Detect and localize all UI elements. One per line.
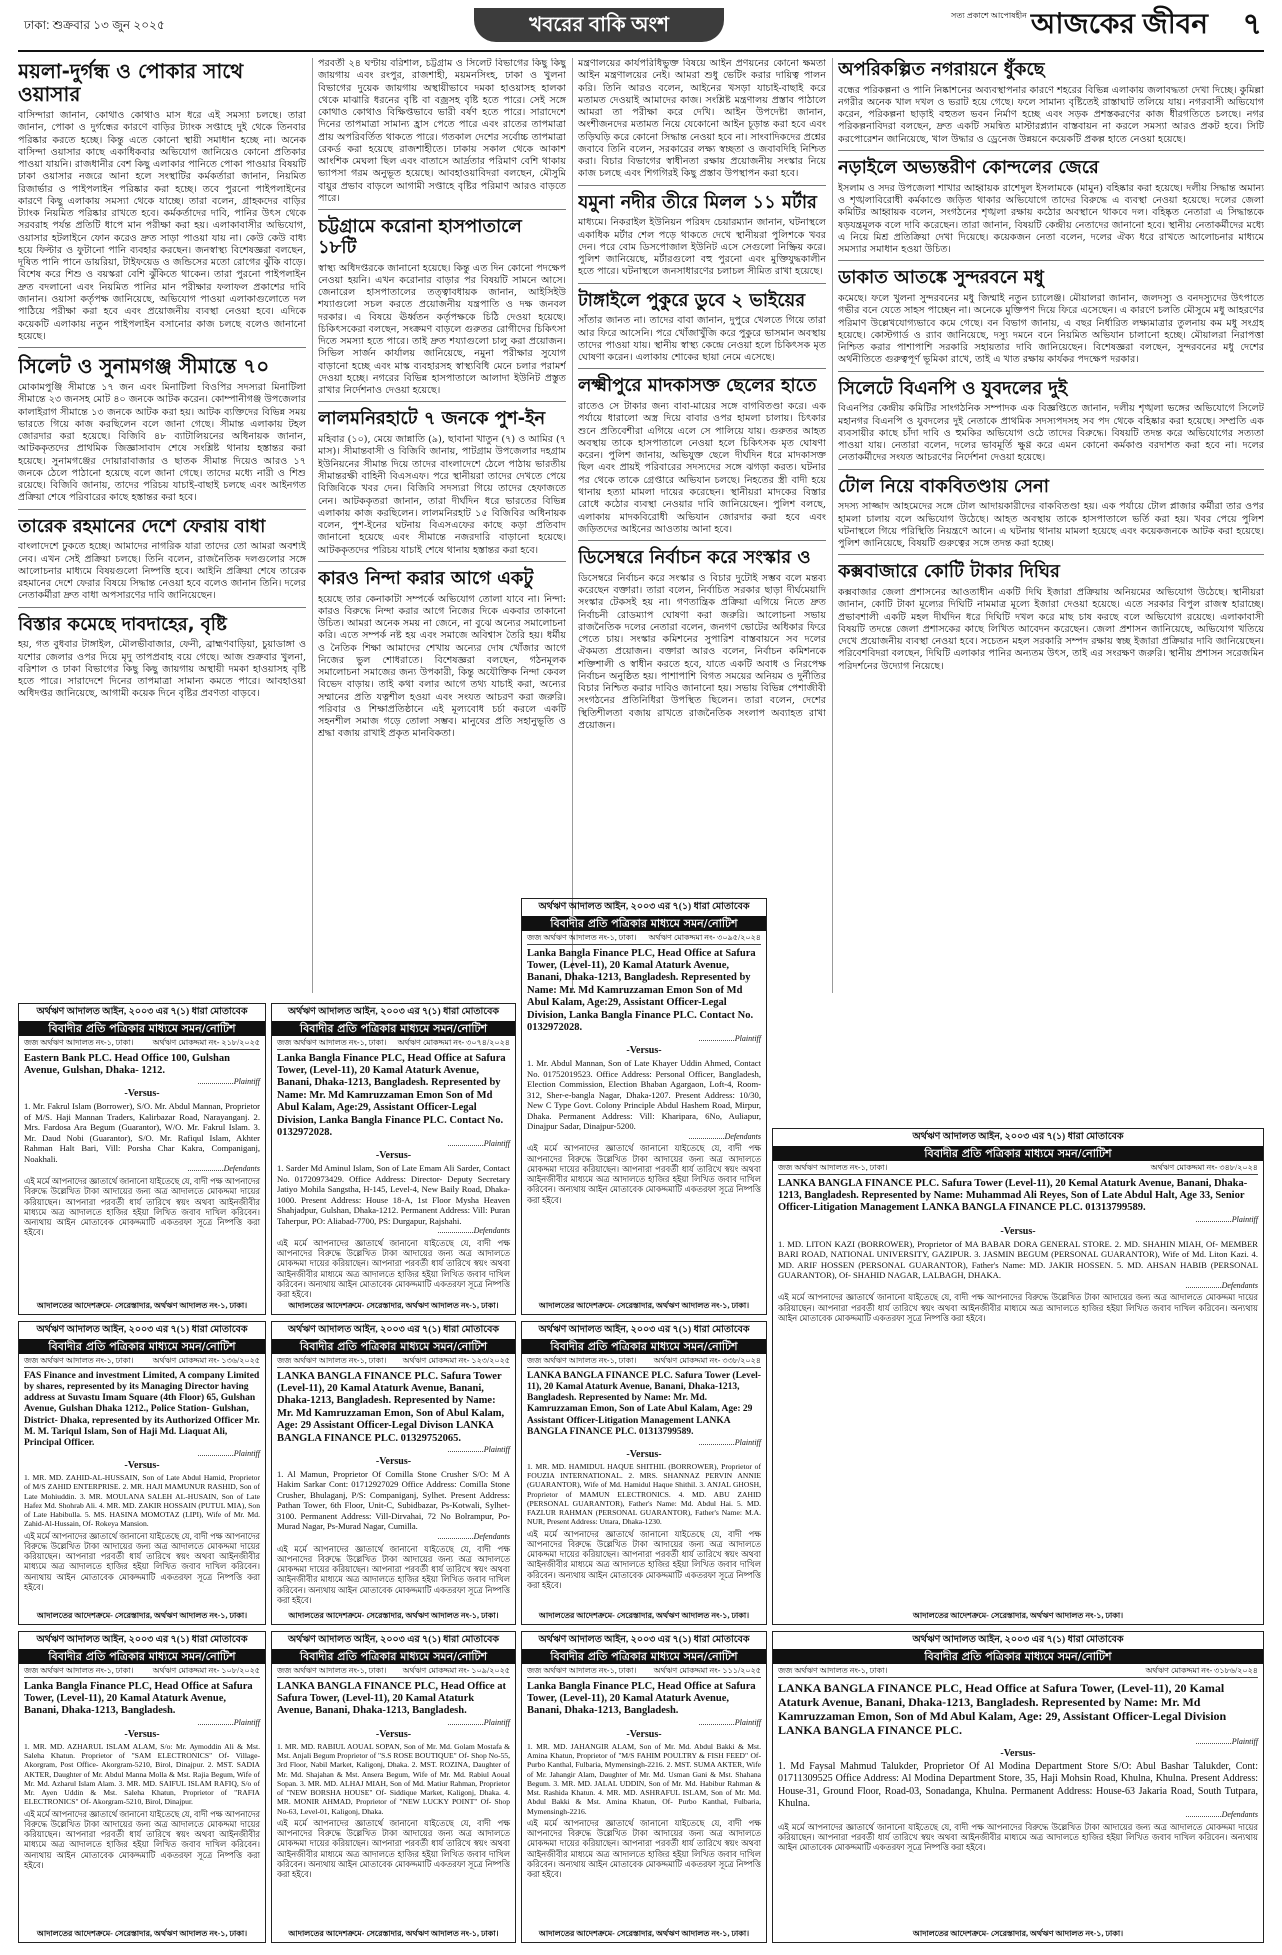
case-number: অর্থঋণ মোকদ্দমা নং- ৩৪৮/২০২৪ (1150, 1162, 1258, 1172)
plaintiff-name: Eastern Bank PLC. Head Office 100, Gulshan Avenue, Gulshan, Dhaka- 1212. (24, 1052, 230, 1077)
plaintiff-name: LANKA BANGLA FINANCE PLC, Head Office at Safura Tower, (Level-11), 20 Kamal Ataturk Avenue, Banani, Dhaka-1213, Bangladesh. (277, 1680, 506, 1717)
defendants-list: 1. MR. MD. JAHANGIR ALAM, Son of Mr. Md. Abdul Bakki & Mst. Amina Khatun, Proprietor of "M/S FAHIM POULTRY & FISH FEED" Of- Purbo Kanthal, Fulbaria, Mymensingh-2216. 2. MST. SUMA AKTER, Wife of Mr. Jahangir Alam, Daughter of Mr. Md. Usman Gani & Mst. Shahana Begum. 3. MR. MD. JALAL UDDIN, Son of Mr. Md. Habibur Rahman & Mst. Rashida Khatun. 4. MR. MD. ASHRAFUL ISLAM, Son of Mr. Md. Abdul Bakki & Mst. Amina Khatun, Of- Purbo Kanthal, Fulbaria, Mymensingh-2216. (527, 1741, 761, 1816)
news-story (18, 60, 306, 348)
news-story (318, 409, 566, 561)
legal-notice-ad (772, 1631, 1264, 1943)
news-story (318, 569, 566, 741)
plaintiff-name: Lanka Bangla Finance PLC, Head Office at Safura Tower, (Level-11), 20 Kamal Ataturk Avenue, Banani, Dhaka-1213, Bangladesh. (24, 1680, 253, 1717)
story-divider (838, 469, 1264, 470)
story-headline: নড়াইলে অভ্যন্তরীণ কোন্দলের জেরে (838, 157, 1099, 179)
column-divider (312, 58, 313, 993)
legal-notice-ad (271, 1003, 516, 1315)
defendant-label: ..................Defendants (688, 1131, 761, 1141)
legal-notices (18, 902, 1264, 1945)
plaintiff-label: ..................Plaintiff (447, 1717, 510, 1727)
story-body: কক্সবাজার জেলা প্রশাসনের আওতাধীন একটি দিঘি ইজারা প্রক্রিয়ায় অনিয়মের অভিযোগ উঠেছে। স্থানীয়রা জানান, কোটি টাকা মূল্যের দিঘিটি নামমাত্র মূল্যে ইজারা দেওয়া হয়েছে। এতে সরকার বিপুল রাজস্ব হারাচ্ছে। প্রভাবশালী একটি মহল দীর্ঘদিন ধরে দিঘিটি দখল করে মাছ চাষ করছে বলে অভিযোগ রয়েছে। এলাকাবাসী বিষয়টি তদন্তে জেলা প্রশাসকের কাছে লিখিত আবেদন করেছেন। জেলা প্রশাসন জানিয়েছে, অভিযোগ খতিয়ে দেখে প্রয়োজনীয় ব্যবস্থা নেওয়া হবে। সচেতন মহল সরকারি সম্পদ রক্ষায় স্বচ্ছ ইজারা প্রক্রিয়ার দাবি জানিয়েছেন। পরিবেশবিদরা বলছেন, দিঘিটি এলাকার পানির অন্যতম উৎস, তাই এর সংরক্ষণ জরুরি। স্থানীয় প্রশাসন সরেজমিন পরিদর্শনের উদ্যোগ নিয়েছে। (838, 587, 1264, 672)
story-body: বাংলাদেশে ঢুকতে হচ্ছে। আমাদের নাগরিক যারা তাদের তো আমরা অবশ্যই নেব। এখন সেই প্রক্রিয়া চলছে। তিনি বলেন, রাজনৈতিক দলগুলোর সঙ্গে আলোচনার মাধ্যমে বিষয়গুলো নিষ্পত্তি হবে। আইনি প্রক্রিয়া শেষে তারেক রহমানের দেশে ফেরার বিষয়ে সিদ্ধান্ত নেওয়া হবে বলেও জানান তিনি। দলের নেতাকর্মীরা দ্রুত বাধা অপসারণের দাবি জানিয়েছেন। (18, 541, 306, 602)
notice-title: বিবাদীর প্রতি পত্রিকার মাধ্যমে সমন/নোটিশ (272, 1021, 515, 1036)
case-line (527, 933, 761, 945)
story-headline: টাঙ্গাইলে পুকুরে ডুবে ২ ভাইয়ের (578, 289, 806, 311)
case-number: অর্থঋণ মোকদ্দমা নং- ১১১/২০২৫ (653, 1665, 761, 1675)
story-divider (578, 283, 826, 284)
notice-title: বিবাদীর প্রতি পত্রিকার মাধ্যমে সমন/নোটিশ (19, 1021, 265, 1036)
news-story (578, 291, 826, 370)
notice-title: বিবাদীর প্রতি পত্রিকার মাধ্যমে সমন/নোটিশ (522, 1649, 766, 1664)
case-line (277, 1666, 510, 1678)
news-story (578, 548, 826, 732)
defendant-label: ..................Defendants (1185, 1280, 1258, 1290)
news-story (578, 193, 826, 284)
plaintiff-name: LANKA BANGLA FINANCE PLC. Safura Tower (Level-11), 20 Kamal Ataturk Avenue, Banani, Dhaka-1213, Bangladesh. Represented by Name: Mr. Md. Kamruzzaman Emon, Son of Late Abul Kalam, Age: 29 Assistant Officer-Litigation Management LANKA BANGLA FINANCE PLC. 01313799589. (527, 1370, 761, 1437)
defendants-list: 1. Al Mamun, Proprietor Of Comilla Stone Crusher S/O: M A Hakim Sarkar Cont: 01712927029 Office Address: Comilla Stone Crusher, Bhulaganj, P/S: Companiganj, Sylhet. Present Address: Pathan Tower, 6th Floor, Unit-C, Subidbazar, Ps-Kotwali, Sylhet-3100. Permanent Address: Vill-Dirvahai, 72 No Bolrampur, Po-Murad Nagar, Ps-Murad Nagar, Cumilla. (277, 1468, 510, 1532)
case-line (24, 1038, 260, 1050)
case-number: অর্থঋণ মোকদ্দমা নং- ১৩৬/২০২৫ (152, 1355, 260, 1365)
news-story (838, 562, 1264, 673)
story-headline: কারও নিন্দা করার আগে একটু (318, 567, 534, 589)
story-headline: সিলেট ও সুনামগঞ্জ সীমান্তে ৭০ (18, 354, 270, 379)
notice-law: অর্থঋণ আদালত আইন, ২০০৩ এর ৭(১) ধারা মোতাবেক (36, 1635, 248, 1645)
notice-signature: আদালতের আদেশক্রমে- সেরেস্তাদার, অর্থঋণ আদালত নং-১, ঢাকা। (288, 1611, 499, 1621)
story-body: রাতেও সে টাকার জন্য বাবা-মায়ের সঙ্গে বাগবিতণ্ডা করে। এক পর্যায়ে ধারালো অস্ত্র দিয়ে বাবার ওপর হামলা চালায়। চিৎকার শুনে প্রতিবেশীরা এগিয়ে এলে সে পালিয়ে যায়। গুরুতর আহত অবস্থায় তাকে হাসপাতালে নেওয়া হলে চিকিৎসক মৃত ঘোষণা করেন। পুলিশ জানায়, অভিযুক্ত ছেলে দীর্ঘদিন ধরে মাদকাসক্ত ছিল এবং প্রায়ই পরিবারের সদস্যদের সঙ্গে ঝগড়া করত। ঘটনার পর থেকে তাকে গ্রেপ্তারে অভিযান চলছে। নিহতের স্ত্রী বাদী হয়ে থানায় হত্যা মামলা দায়ের করেছেন। স্থানীয়রা মাদকের বিস্তার রোধে কঠোর ব্যবস্থা নেওয়ার দাবি জানিয়েছেন। পুলিশ বলছে, এলাকায় মাদকবিরোধী অভিযান জোরদার করা হবে এবং জড়িতদের আইনের আওতায় আনা হবে। (578, 401, 826, 535)
notice-law: অর্থঋণ আদালত আইন, ২০০৩ এর ৭(১) ধারা মোতাবেক (912, 1635, 1124, 1645)
story-divider (318, 561, 566, 562)
case-number: অর্থঋণ মোকদ্দমা নং- ৩০৭৪/২০২৪ (397, 1037, 510, 1047)
notice-law: অর্থঋণ আদালত আইন, ২০০৩ এর ৭(১) ধারা মোতাবেক (538, 1635, 750, 1645)
notice-body: এই মর্মে আপনাদের জ্ঞাতার্থে জানানো যাইতেছে যে, বাদী পক্ষ আপনাদের বিরুদ্ধে উল্লেখিত টাকা আদায়ের জন্য অত্র আদালতে মোকদ্দমা দায়ের করিয়াছেন। আপনারা পরবর্তী ধার্য তারিখে স্বয়ং অথবা আইনজীবীর মাধ্যমে অত্র আদালতে হাজির হইয়া লিখিত জবাব দাখিল করিবেন। অন্যথায় আইন মোতাবেক মোকদ্দমাটি একতরফা সূত্রে নিষ্পত্তি করা হইবে। (24, 1809, 260, 1870)
news-story (578, 58, 826, 186)
story-divider (838, 554, 1264, 555)
defendants-list: 1. MR. MD. AZHARUL ISLAM ALAM, S/o: Mr. Aymoddin Ali & Mst. Saleha Khatun. Proprietor of "SAM ELECTRONICS" Of- Village- Akorgram, Post Office- Akorgram-5210, Birol, Dinajpur. 2. MST. SADIA AKTER, Daughter of Mr. Abdul Manna Molla & Mst. Rajia Begum, Wife of Mr. Md. Azharul Islam Alam. 3. MR. MD. SAIFUL ISLAM RAFIQ, S/o of Mr. Ayen Uddin & Mst. Saleha Khatun, Proprietor of "RAFIA ELECTRONICS" Of- Akorgram-5210, Birol, Dinajpur. (24, 1741, 260, 1807)
story-divider (18, 509, 306, 510)
notice-law: অর্থঋণ আদালত আইন, ২০০৩ এর ৭(১) ধারা মোতাবেক (912, 1132, 1124, 1142)
issue-date: ঢাকা: শুক্রবার ১৩ জুন ২০২৫ (24, 18, 165, 32)
defendants-list: 1. MR. MD. RABIUL AOUAL SOPAN, Son of Mr. Md. Golam Mostafa & Mst. Anjali Begum Proprietor of "S.S ROSE BOUTIQUE" Of- Shop No-55, 3rd Floor, Nabil Market, Kaligonj, Dhaka. 2. MST. ROZINA, Daughter of Mr. Md. Shajahan & Mst. Ansera Begum, Wife of Mr. Md. Rabiul Aoual Sopan. 3. MR. MD. ALHAJ MIAH, Son of Md. Matiur Rahman, Proprietor of "NEW BORSHA HOUSE" Of- Siddique Market, Kaligonj, Dhaka. 4. MR. MONIR AHMAD, Proprietor of "NEW LUCKY POINT" Of- Shop No-63, Level-01, Kaligonj, Dhaka. (277, 1741, 510, 1816)
notice-signature: আদালতের আদেশক্রমে- সেরেস্তাদার, অর্থঋণ আদালত নং-১, ঢাকা। (912, 1929, 1124, 1939)
story-divider (318, 401, 566, 402)
story-body: মহিবার (১০), মেয়ে জান্নাতি (৯), ছাবানা খাতুন (৭) ও আমির (৭ মাস)। সীমান্তবাসী ও বিজিবি জানায়, পাটগ্রাম উপজেলার দহগ্রাম ইউনিয়নের সীমান্ত দিয়ে তাদের বাংলাদেশে ঠেলে পাঠায় ভারতীয় সীমান্তরক্ষী বাহিনী বিএসএফ। পরে স্থানীয়রা তাদের দেখতে পেয়ে বিজিবিকে খবর দেন। বিজিবি সদস্যরা গিয়ে তাদের হেফাজতে নেন। আটককৃতরা জানান, তারা দীর্ঘদিন ধরে ভারতের বিভিন্ন এলাকায় কাজ করছিলেন। লালমনিরহাট ১৫ বিজিবির অধিনায়ক বলেন, পুশ-ইনের ঘটনায় বিএসএফের কাছে কড়া প্রতিবাদ জানানো হয়েছে এবং সীমান্তে নজরদারি বাড়ানো হয়েছে। আটককৃতদের পরিচয় যাচাই শেষে থানায় হস্তান্তর করা হবে। (318, 434, 566, 556)
defendants-list: 1. MD. LITON KAZI (BORROWER), Proprietor of MA BABAR DORA GENERAL STORE. 2. MD. SHAHIN MIAH, Of- MEMBER BARI ROAD, NATIONAL UNIVERSITY, GAZIPUR. 3. JASMIN BEGUM (PERSONAL GUARANTOR), Wife of Md. Liton Kazi. 4. MD. ARIF HOSSEN (PERSONAL GUARANTOR), Father's Name: MD. JAKIR HOSSEN. 5. MD. AHSAN HABIB (PERSONAL GUARANTOR), Of- SHAHID NAGAR, LALBAGH, DHAKA. (778, 1238, 1258, 1281)
notice-law: অর্থঋণ আদালত আইন, ২০০৩ এর ৭(১) ধারা মোতাবেক (538, 902, 750, 912)
plaintiff-name: Lanka Bangla Finance PLC, Head Office at Safura Tower, (Level-11), 20 Kamal Ataturk Avenue, Banani, Dhaka-1213, Bangladesh. (527, 1680, 756, 1717)
notice-law: অর্থঋণ আদালত আইন, ২০০৩ এর ৭(১) ধারা মোতাবেক (36, 1007, 248, 1017)
notice-body: এই মর্মে আপনাদের জ্ঞাতার্থে জানানো যাইতেছে যে, বাদী পক্ষ আপনাদের বিরুদ্ধে উল্লেখিত টাকা আদায়ের জন্য অত্র আদালতে মোকদ্দমা দায়ের করিয়াছেন। আপনারা পরবর্তী ধার্য তারিখে স্বয়ং অথবা আইনজীবীর মাধ্যমে অত্র আদালতে হাজির হইয়া লিখিত জবাব দাখিল করিবেন। অন্যথায় আইন মোতাবেক মোকদ্দমাটি একতরফা সূত্রে নিষ্পত্তি করা হইবে। (24, 1531, 260, 1592)
court-name: জজ অর্থঋণ আদালত নং-১, ঢাকা। (527, 1355, 637, 1365)
story-body: ইসলাম ও সদর উপজেলা শাখার আহ্বায়ক রাশেদুল ইসলামকে (মামুন) বহিষ্কার করা হয়েছে। দলীয় সিদ্ধান্ত অমান্য ও শৃঙ্খলাবিরোধী কর্মকাণ্ডে জড়িত থাকার অভিযোগে তাদের বিরুদ্ধে এ ব্যবস্থা নেওয়া হয়েছে। দলের জেলা কমিটির আহ্বায়ক বলেন, সংগঠনের শৃঙ্খলা রক্ষায় কঠোর অবস্থানে থাকবে দল। বহিষ্কৃত নেতারা এ সিদ্ধান্তকে ষড়যন্ত্রমূলক বলে দাবি করেছেন। তারা জানান, বিষয়টি কেন্দ্রীয় নেতাদের জানানো হবে। স্থানীয় নেতাকর্মীদের মধ্যে এ নিয়ে মিশ্র প্রতিক্রিয়া দেখা দিয়েছে। কয়েকজন নেতা বলেন, দলের ঐক্য ধরে রাখতে আলোচনার মাধ্যমে সমস্যার সমাধান হওয়া উচিত। (838, 182, 1264, 256)
page-header (18, 8, 1264, 52)
news-column-3 (578, 58, 826, 993)
plaintiff-label: ..................Plaintiff (197, 1717, 260, 1727)
plaintiff-name: FAS Finance and investment Limited, A company Limited by shares, represented by its Managing Director having address at Suvastu Imam Square (4th Floor) 65, Gulshan Avenue, Gulshan Dhaka 1212., Police Station- Gulshan, District- Dhaka, represented by its Authorized Officer Mr. M. M. Tariqul Islam, Son of Haji Md. Liaquat Ali, Principal Officer. (24, 1370, 260, 1448)
plaintiff-name: Lanka Bangla Finance PLC, Head Office at Safura Tower, (Level-11), 20 Kamal Ataturk Avenue, Banani, Dhaka-1213, Bangladesh. Represented by Name: Mr. Md Kamruzzaman Emon Son of Md Abul Kalam, Age:29, Assistant Officer-Legal Division, Lanka Bangla Finance PLC. Contact No. 0132972028. (527, 947, 756, 1033)
story-body: বাসিন্দারা জানান, কোথাও কোথাও মাস ধরে এই সমস্যা চলছে। তারা জানান, পোকা ও দুর্গন্ধের কারণে বাড়ির ট্যাংক সপ্তাহে দুই থেকে তিনবার পরিষ্কার করতে হচ্ছে। কিন্তু এতে কোনো স্থায়ী সমাধান হচ্ছে না। অনেক বাসিন্দা ওয়াসার কাছে একাধিকবার অভিযোগ জানিয়েও কোনো প্রতিকার পাওয়া যায়নি। রাজধানীর বেশ কিছু এলাকার পানিতে পোকা পাওয়ার বিষয়টি ঢাকা ওয়াসার নজরে আনা হলে সংস্থাটির কর্মকর্তারা জানান, নিয়মিত রিজার্ভার ও পাইপলাইন পরিষ্কার করা হচ্ছে। তবে পুরনো পাইপলাইনের কারণে কিছু এলাকায় সমস্যা থেকে যাচ্ছে। তারা বলেন, গ্রাহকদের বাড়ির ট্যাংক নিয়মিত পরিষ্কার রাখতে হবে। কর্মকর্তাদের দাবি, পানির উৎস থেকে সরবরাহ পর্যন্ত প্রতিটি ধাপে মান পরীক্ষা করা হয়। এলাকাবাসীর অভিযোগ, ওয়াসার হটলাইনে ফোন করেও দ্রুত সাড়া পাওয়া যায় না। কেউ কেউ বাধ্য হয়ে ফিল্টার ও ফুটানো পানি ব্যবহার করছেন। জনস্বাস্থ্য বিশেষজ্ঞরা বলছেন, দূষিত পানি পানে ডায়রিয়া, টাইফয়েড ও জন্ডিসের মতো রোগের ঝুঁকি বাড়ে। বিশেষ করে শিশু ও বয়স্করা বেশি ঝুঁকিতে থাকেন। তারা পুরনো পাইপলাইন দ্রুত বদলানো এবং নিয়মিত পানির মান পরীক্ষার ফলাফল প্রকাশের দাবি জানান। ওয়াসা কর্তৃপক্ষ জানিয়েছে, অভিযোগ পাওয়া এলাকাগুলোতে দল পাঠিয়ে পরীক্ষা করা হবে এবং প্রয়োজনীয় ব্যবস্থা নেওয়া হবে। এদিকে কয়েকটি এলাকায় নতুন পাইপলাইন বসানোর কাজ চলছে বলেও জানানো হয়েছে। (18, 110, 306, 342)
defendants-list: 1. MR. MD. HAMIDUL HAQUE SHITHIL (BORROWER), Proprietor of FOUZIA INTERNATIONAL. 2. MRS. SHANNAZ PERVIN ANNIE (GUARANTOR), Wife of Md. Hamidul Haque Shithil. 3. ANJAL GHOSH, Proprietor of MAMUN ELECTRONICS. 4. MD. ABU ZAHID (PERSONAL GUARANTOR), Father's Name: Md. Abdul Hai. 5. MD. FAZLUR RAHMAN (PERSONAL GUARANTOR), Father's Name: M.A. NUR, Present Address: Uttara, Dhaka-1230. (527, 1461, 761, 1527)
court-name: জজ অর্থঋণ আদালত নং-১, ঢাকা। (24, 1665, 134, 1675)
logo-text: আজকের জীবন (1030, 8, 1208, 39)
column-divider (572, 58, 573, 993)
news-column-4 (838, 58, 1264, 993)
story-headline: কক্সবাজারে কোটি টাকার দিঘির (838, 561, 1060, 583)
news-story (18, 615, 306, 701)
story-body: স্বাস্থ্য অধিদপ্তরকে জানানো হয়েছে। কিন্তু এত দিন কোনো পদক্ষেপ নেওয়া হয়নি। এখন করোনার বাড়ার পর বিষয়টি সামনে আসে। জেনারেল হাসপাতালের তত্ত্বাবধায়ক জানান, আইসিইউ শয্যাগুলো সচল করতে প্রয়োজনীয় যন্ত্রপাতি ও দক্ষ জনবল দরকার। এ বিষয়ে ঊর্ধ্বতন কর্তৃপক্ষকে চিঠি দেওয়া হয়েছে। চিকিৎসকেরা বলছেন, সংক্রমণ বাড়লে গুরুতর রোগীদের চিকিৎসা দিতে সমস্যা হতে পারে। তাই দ্রুত শয্যাগুলো চালু করা প্রয়োজন। সিভিল সার্জন কার্যালয় জানিয়েছে, নমুনা পরীক্ষার সুযোগ বাড়ানো হচ্ছে এবং মাস্ক ব্যবহারসহ স্বাস্থ্যবিধি মেনে চলার পরামর্শ দেওয়া হচ্ছে। নগরের বিভিন্ন হাসপাতালে আলাদা ইউনিট প্রস্তুত রাখার নির্দেশনাও দেওয়া হয়েছে। (318, 262, 566, 397)
notice-law: অর্থঋণ আদালত আইন, ২০০৩ এর ৭(১) ধারা মোতাবেক (538, 1325, 750, 1335)
notice-body: এই মর্মে আপনাদের জ্ঞাতার্থে জানানো যাইতেছে যে, বাদী পক্ষ আপনাদের বিরুদ্ধে উল্লেখিত টাকা আদায়ের জন্য অত্র আদালতে মোকদ্দমা দায়ের করিয়াছেন। আপনারা পরবর্তী ধার্য তারিখে স্বয়ং অথবা আইনজীবীর মাধ্যমে অত্র আদালতে হাজির হইয়া লিখিত জবাব দাখিল করিবেন। অন্যথায় আইন মোতাবেক মোকদ্দমাটি একতরফা সূত্রে নিষ্পত্তি করা হইবে। (527, 1529, 761, 1590)
versus-label: -Versus- (375, 1455, 412, 1467)
versus-label: -Versus- (375, 1150, 412, 1162)
notice-signature: আদালতের আদেশক্রমে- সেরেস্তাদার, অর্থঋণ আদালত নং-১, ঢাকা। (36, 1929, 248, 1939)
defendants-list: 1. Md Faysal Mahmud Talukder, Proprietor Of Al Modina Department Store S/O: Abul Bashar Talukder, Cont: 01711309525 Office Address: Al Modina Department Store, 35, Haji Mohsin Road, Khulna, Khulna. Present Address: House-31, Ground Floor, Road-03, Sonadanga, Khulna. Permanent Address: House-63 Jakaria Road, South Tutpara, Khulna. (778, 1761, 1258, 1809)
news-story (838, 477, 1264, 556)
court-name: জজ অর্থঋণ আদালত নং-১, ঢাকা। (778, 1162, 888, 1172)
story-body: বন্ধের পরিকল্পনা ও পানি নিষ্কাশনের অব্যবস্থাপনার কারণে শহরের বিভিন্ন এলাকায় জলাবদ্ধতা দেখা দিচ্ছে। কুমিল্লা নগরীর অনেক খাল দখল ও ভরাট হয়ে গেছে। ফলে সামান্য বৃষ্টিতেই রাস্তাঘাট তলিয়ে যায়। নগরবাসী অভিযোগ করেন, পরিকল্পনা ছাড়াই বহুতল ভবন নির্মাণ হচ্ছে এবং সড়ক প্রশস্তকরণের কাজ ধীরগতিতে চলছে। নগর পরিকল্পনাবিদরা বলছেন, দ্রুত একটি সমন্বিত মাস্টারপ্ল্যান বাস্তবায়ন না করলে সমস্যা আরও প্রকট হবে। সিটি করপোরেশন জানিয়েছে, খাল উদ্ধার ও ড্রেনেজ উন্নয়নে কয়েকটি প্রকল্প হাতে নেওয়া হয়েছে। (838, 84, 1264, 145)
story-headline: ময়লা-দুর্গন্ধ ও পোকার সাথে ওয়াসার (18, 59, 244, 106)
notice-signature: আদালতের আদেশক্রমে- সেরেস্তাদার, অর্থঋণ আদালত নং-১, ঢাকা। (36, 1611, 248, 1621)
news-story (578, 376, 826, 541)
plaintiff-name: LANKA BANGLA FINANCE PLC, Head Office at Safura Tower, (Level-11), 20 Kamal Ataturk Avenue, Banani, Dhaka-1213, Bangladesh. Represented by Name: Mr. Md Kamruzzaman Emon, Son of Md Abul Kalam, Age: 29, Assistant Officer-Legal Division LANKA BANGLA FINANCE PLC. (778, 1680, 1227, 1738)
plaintiff-label: ..................Plaintiff (698, 1717, 761, 1727)
plaintiff-name: LANKA BANGLA FINANCE PLC. Safura Tower (Level-11), 20 Kamal Ataturk Avenue, Banani, Dhaka-1213, Bangladesh. Represented by Name: Mr. Md Kamruzzaman Emon, Son of Abul Kalam, Age: 29 Assistant Officer-Legal Divison LANKA BANGLA FINANCE PLC. 01329752065. (277, 1370, 505, 1444)
plaintiff-label: ..................Plaintiff (447, 1139, 510, 1149)
story-divider (578, 185, 826, 186)
news-story (838, 158, 1264, 261)
story-body: বিএনপির কেন্দ্রীয় কমিটির সাংগঠনিক সম্পাদক এক বিজ্ঞপ্তিতে জানান, দলীয় শৃঙ্খলা ভঙ্গের অভিযোগে সিলেট মহানগর বিএনপি ও যুবদলের দুই নেতাকে প্রাথমিক সদস্যপদসহ সব পদ থেকে বহিষ্কার করা হয়েছে। সম্প্রতি এক ব্যবসায়ীর কাছে চাঁদা দাবি ও হুমকির অভিযোগ ওঠে তাদের বিরুদ্ধে। বিষয়টি তদন্ত করে অভিযোগের সত্যতা পাওয়া যায়। নেতারা বলেন, দলের ভাবমূর্তি ক্ষুণ্ণ করে এমন কোনো কর্মকাণ্ড বরদাশত করা হবে না। দলের নেতাকর্মীদের সংযত আচরণের নির্দেশনা দেওয়া হয়েছে। (838, 403, 1264, 464)
case-line (24, 1666, 260, 1678)
defendants-list: 1. MR. MD. ZAHID-AL-HUSSAIN, Son of Late Abdul Hamid, Proprietor of M/S ZAHID ENTERPRISE. 2. MR. HAJI MAMUNUR RASHID, Son of Late Mohiuddin. 3. MR. MOULANA SALEH AL-HUSAIN, Son of Late Hafez Md. Shohrab Ali. 4. MR. MD. ZAKIR HOSSAIN (PUTUL MIA), Son of Late Habibulla. 5. MS. HASINA MOMOTAZ (LIPI), Wife of Mr. Md. Zahid-Al-Hussain, Of- Rokeya Mansion. (24, 1473, 260, 1529)
versus-label: -Versus- (1000, 1748, 1036, 1760)
news-story (318, 217, 566, 402)
story-divider (838, 371, 1264, 372)
versus-label: -Versus- (626, 1045, 662, 1057)
court-name: জজ অর্থঋণ আদালত নং-১, ঢাকা। (277, 1665, 387, 1675)
notice-title: বিবাদীর প্রতি পত্রিকার মাধ্যমে সমন/নোটিশ (19, 1649, 265, 1664)
news-section (18, 58, 1264, 993)
story-body: মাধ্যমে। নিকরাইল ইউনিয়ন পরিষদ চেয়ারম্যান জানান, ঘটনাস্থলে একাধিক মর্টার শেল পড়ে থাকতে দেখে স্থানীয়রা পুলিশকে খবর দেন। পরে বোম ডিসপোজাল ইউনিট এসে সেগুলো নিষ্ক্রিয় করে। পুলিশ জানিয়েছে, মর্টারগুলো বহু পুরনো এবং মুক্তিযুদ্ধকালীন হতে পারে। ঘটনাস্থলে জনসাধারণের চলাচল সীমিত রাখা হয়েছে। (578, 217, 826, 278)
notice-body: এই মর্মে আপনাদের জ্ঞাতার্থে জানানো যাইতেছে যে, বাদী পক্ষ আপনাদের বিরুদ্ধে উল্লেখিত টাকা আদায়ের জন্য অত্র আদালতে মোকদ্দমা দায়ের করিয়াছেন। আপনারা পরবর্তী ধার্য তারিখে স্বয়ং অথবা আইনজীবীর মাধ্যমে অত্র আদালতে হাজির হইয়া লিখিত জবাব দাখিল করিবেন। অন্যথায় আইন মোতাবেক মোকদ্দমাটি একতরফা সূত্রে নিষ্পত্তি করা হইবে। (778, 1293, 1258, 1323)
versus-label: -Versus- (1000, 1225, 1036, 1237)
news-story (318, 58, 566, 210)
case-number: অর্থঋণ মোকদ্দমা নং- ২১৮/২০২৫ (152, 1037, 260, 1047)
story-body: মোকামপুঞ্জি সীমান্তে ১৭ জন এবং মিনাটিলা বিওপির সদস্যরা মিনাটিলা সীমান্তে ২৩ জনসহ মোট ৪০ জনকে আটক করেন। কোম্পানীগঞ্জ উপজেলার কালাইরাগ সীমান্তে ১৩ জনকে আটক করা হয়। আটক ব্যক্তিদের বিভিন্ন সময় ভারতে গিয়ে কাজ করছিলেন বলে জানা গেছে। সীমান্ত এলাকায় টহল জোরদার করা হয়েছে। বিজিবি ৪৮ ব্যাটালিয়নের অধিনায়ক জানান, আটককৃতদের প্রাথমিক জিজ্ঞাসাবাদ শেষে সংশ্লিষ্ট থানায় হস্তান্তর করা হয়েছে। সুনামগঞ্জের দোয়ারাবাজার ও ছাতক সীমান্ত দিয়েও আরও ১৭ জনকে ঠেলে পাঠানো হয়েছে বলে জানা গেছে। তাদের মধ্যে নারী ও শিশু রয়েছে। বিজিবি জানায়, তাদের পরিচয় যাচাই-বাছাই চলছে এবং আইনগত প্রক্রিয়া শেষে পরিবারের কাছে হস্তান্তর করা হবে। (18, 382, 306, 504)
case-number: অর্থঋণ মোকদ্দমা নং- ১০৮/২০২৫ (152, 1665, 260, 1675)
legal-notice-ad (18, 1631, 266, 1943)
story-headline: ডিসেম্বরে নির্বাচন করে সংস্কার ও (578, 547, 811, 569)
notice-body: এই মর্মে আপনাদের জ্ঞাতার্থে জানানো যাইতেছে যে, বাদী পক্ষ আপনাদের বিরুদ্ধে উল্লেখিত টাকা আদায়ের জন্য অত্র আদালতে মোকদ্দমা দায়ের করিয়াছেন। আপনারা পরবর্তী ধার্য তারিখে স্বয়ং অথবা আইনজীবীর মাধ্যমে অত্র আদালতে হাজির হইয়া লিখিত জবাব দাখিল করিবেন। অন্যথায় আইন মোতাবেক মোকদ্দমাটি একতরফা সূত্রে নিষ্পত্তি করা হইবে। (277, 1238, 510, 1300)
story-headline: ডাকাত আতঙ্কে সুন্দরবনে মধু (838, 267, 1044, 289)
defendants-list: 1. Mr. Fakrul Islam (Borrower), S/O. Mr. Abdul Mannan, Proprietor of M/S. Haji Mannan Traders, Kalirbazar Road, Narayanganj. 2. Mrs. Fardosa Ara Begum (Guarantor), W/O. Mr. Fakrul Islam. 3. Mr. Daud Nobi (Guarantor), S/O. Mr. Rafiqul Islam, Akhter Rahman Halt Bari, Vill: Porsha Char Kakra, Companiganj, Noakhali. (24, 1101, 260, 1164)
court-name: জজ অর্থঋণ আদালত নং-১, ঢাকা। (527, 932, 637, 942)
court-name: জজ অর্থঋণ আদালত নং-১, ঢাকা। (277, 1037, 387, 1047)
notice-signature: আদালতের আদেশক্রমে- সেরেস্তাদার, অর্থঋণ আদালত নং-১, ঢাকা। (538, 1301, 750, 1311)
legal-notice-ad (772, 1128, 1264, 1625)
plaintiff-label: ..................Plaintiff (698, 1034, 761, 1044)
story-divider (318, 209, 566, 210)
legal-notice-ad (18, 1321, 266, 1625)
case-number: অর্থঋণ মোকদ্দমা নং- ১২৩/২০২৫ (402, 1355, 510, 1365)
story-headline: চট্টগ্রামে করোনা হাসপাতালে ১৮টি (318, 216, 522, 258)
versus-label: -Versus- (124, 1459, 160, 1471)
case-line (277, 1038, 510, 1050)
versus-label: -Versus- (124, 1088, 160, 1100)
defendants-list: 1. Sarder Md Aminul Islam, Son of Late Emam Ali Sarder, Contact No. 01720973429. Office Address: Director- Deputy Secretary Jatiyo Mohila Sangstha, H-145, Level-4, New Baily Road, Dhaka-1000. Present Address: House 18-A, 1st Floor Mysha Heaven Shahjadpur, Gulshan, Dhaka-1212. Permanent Address: Vill: Puran Taherpur, PO: Aliabad-7700, PS: Durgapur, Rajshahi. (277, 1163, 510, 1226)
plaintiff-label: ..................Plaintiff (197, 1449, 260, 1459)
notice-body: এই মর্মে আপনাদের জ্ঞাতার্থে জানানো যাইতেছে যে, বাদী পক্ষ আপনাদের বিরুদ্ধে উল্লেখিত টাকা আদায়ের জন্য অত্র আদালতে মোকদ্দমা দায়ের করিয়াছেন। আপনারা পরবর্তী ধার্য তারিখে স্বয়ং অথবা আইনজীবীর মাধ্যমে অত্র আদালতে হাজির হইয়া লিখিত জবাব দাখিল করিবেন। অন্যথায় আইন মোতাবেক মোকদ্দমাটি একতরফা সূত্রে নিষ্পত্তি করা হইবে। (24, 1177, 260, 1238)
defendants-list: 1. Mr. Abdul Mannan, Son of Late Khayer Uddin Ahmed, Contact No. 01752019523. Office Address: Personal Officer, Bangladesh, Election Commission, Election Bhaban Agargaon, Loft-4, Room-312, Sher-e-bangla Nagar, Dhaka-1207. Present Address: 10/30, New C Type Govt. Colony Principle Abdul Hashem Road, Mirpur, Dhaka. Permanent Address: Vill: Kharipara, 6No, Auliapur, Dinajpur Sadar, Dinajpur-5200. (527, 1058, 761, 1132)
notice-law: অর্থঋণ আদালত আইন, ২০০৩ এর ৭(১) ধারা মোতাবেক (287, 1635, 500, 1645)
news-story (838, 60, 1264, 151)
case-line (527, 1356, 761, 1368)
court-name: জজ অর্থঋণ আদালত নং-১, ঢাকা। (527, 1665, 637, 1675)
defendant-label: ..................Defendants (187, 1164, 260, 1174)
newspaper-logo (951, 6, 1208, 42)
case-number: অর্থঋণ মোকদ্দমা নং- ৩৩৮/২০২৪ (653, 1355, 761, 1365)
legal-notice-ad (271, 1631, 516, 1943)
notice-body: এই মর্মে আপনাদের জ্ঞাতার্থে জানানো যাইতেছে যে, বাদী পক্ষ আপনাদের বিরুদ্ধে উল্লেখিত টাকা আদায়ের জন্য অত্র আদালতে মোকদ্দমা দায়ের করিয়াছেন। আপনারা পরবর্তী ধার্য তারিখে স্বয়ং অথবা আইনজীবীর মাধ্যমে অত্র আদালতে হাজির হইয়া লিখিত জবাব দাখিল করিবেন। অন্যথায় আইন মোতাবেক মোকদ্দমাটি একতরফা সূত্রে নিষ্পত্তি করা হইবে। (778, 1822, 1258, 1853)
notice-body: এই মর্মে আপনাদের জ্ঞাতার্থে জানানো যাইতেছে যে, বাদী পক্ষ আপনাদের বিরুদ্ধে উল্লেখিত টাকা আদায়ের জন্য অত্র আদালতে মোকদ্দমা দায়ের করিয়াছেন। আপনারা পরবর্তী ধার্য তারিখে স্বয়ং অথবা আইনজীবীর মাধ্যমে অত্র আদালতে হাজির হইয়া লিখিত জবাব দাখিল করিবেন। অন্যথায় আইন মোতাবেক মোকদ্দমাটি একতরফা সূত্রে নিষ্পত্তি করা হইবে। (527, 1818, 761, 1880)
legal-notice-ad (521, 1321, 767, 1625)
plaintiff-label: ..................Plaintiff (698, 1437, 761, 1447)
case-line (778, 1163, 1258, 1175)
story-body: সাঁতার জানত না। তাদের বাবা জানান, দুপুরে খেলতে গিয়ে তারা আর ফিরে আসেনি। পরে খোঁজাখুঁজি করে পুকুরে ভাসমান অবস্থায় তাদের পাওয়া যায়। স্থানীয় স্বাস্থ্য কেন্দ্রে নেওয়া হলে চিকিৎসক মৃত ঘোষণা করেন। এলাকায় শোকের ছায়া নেমে এসেছে। (578, 315, 826, 364)
notice-body: এই মর্মে আপনাদের জ্ঞাতার্থে জানানো যাইতেছে যে, বাদী পক্ষ আপনাদের বিরুদ্ধে উল্লেখিত টাকা আদায়ের জন্য অত্র আদালতে মোকদ্দমা দায়ের করিয়াছেন। আপনারা পরবর্তী ধার্য তারিখে স্বয়ং অথবা আইনজীবীর মাধ্যমে অত্র আদালতে হাজির হইয়া লিখিত জবাব দাখিল করিবেন। অন্যথায় আইন মোতাবেক মোকদ্দমাটি একতরফা সূত্রে নিষ্পত্তি করা হইবে। (527, 1144, 761, 1205)
story-headline: তারেক রহমানের দেশে ফেরায় বাধা (18, 515, 266, 537)
notice-title: বিবাদীর প্রতি পত্রিকার মাধ্যমে সমন/নোটিশ (272, 1649, 515, 1664)
story-headline: লক্ষ্মীপুরে মাদকাসক্ত ছেলের হাতে (578, 375, 817, 397)
notice-body: এই মর্মে আপনাদের জ্ঞাতার্থে জানানো যাইতেছে যে, বাদী পক্ষ আপনাদের বিরুদ্ধে উল্লেখিত টাকা আদায়ের জন্য অত্র আদালতে মোকদ্দমা দায়ের করিয়াছেন। আপনারা পরবর্তী ধার্য তারিখে স্বয়ং অথবা আইনজীবীর মাধ্যমে অত্র আদালতে হাজির হইয়া লিখিত জবাব দাখিল করিবেন। অন্যথায় আইন মোতাবেক মোকদ্দমাটি একতরফা সূত্রে নিষ্পত্তি করা হইবে। (277, 1544, 510, 1605)
notice-law: অর্থঋণ আদালত আইন, ২০০৩ এর ৭(১) ধারা মোতাবেক (36, 1325, 248, 1335)
court-name: জজ অর্থঋণ আদালত নং-১, ঢাকা। (277, 1355, 387, 1365)
defendant-label: ..................Defendants (1185, 1810, 1258, 1820)
case-number: অর্থঋণ মোকদ্দমা নং- ১০৯/২০২৫ (402, 1665, 510, 1675)
case-line (527, 1666, 761, 1678)
story-body: হয়, গত বুধবার টাঙ্গাইল, মৌলভীবাজার, ফেনী, ব্রাহ্মণবাড়িয়া, চুয়াডাঙ্গা ও যশোর জেলার ওপর দিয়ে মৃদু তাপপ্রবাহ বয়ে গেছে। আজ শুক্রবার খুলনা, বরিশাল ও ঢাকা বিভাগের কিছু কিছু জায়গায় অস্থায়ী দমকা হাওয়াসহ বৃষ্টি হতে পারে। সারাদেশে দিনের তাপমাত্রা সামান্য কমতে পারে। আবহাওয়া অধিদপ্তর জানিয়েছে, আগামী কয়েক দিনে বৃষ্টির প্রবণতা বাড়বে। (18, 639, 306, 700)
story-body: সদস্য সাজ্জাদ আহমেদের সঙ্গে টোল আদায়কারীদের বাকবিতণ্ডা হয়। এক পর্যায়ে টোল প্লাজার কর্মীরা তার ওপর হামলা চালায় বলে অভিযোগ উঠেছে। আহত অবস্থায় তাকে হাসপাতালে ভর্তি করা হয়। খবর পেয়ে পুলিশ ঘটনাস্থলে গিয়ে পরিস্থিতি নিয়ন্ত্রণে আনে। এ ঘটনায় থানায় মামলা হয়েছে এবং কয়েকজনকে আটক করা হয়েছে। পুলিশ জানিয়েছে, বিষয়টি গুরুত্বের সঙ্গে তদন্ত করা হচ্ছে। (838, 501, 1264, 550)
notice-title: বিবাদীর প্রতি পত্রিকার মাধ্যমে সমন/নোটিশ (773, 1649, 1263, 1664)
court-name: জজ অর্থঋণ আদালত নং-১, ঢাকা। (24, 1355, 134, 1365)
notice-law: অর্থঋণ আদালত আইন, ২০০৩ এর ৭(১) ধারা মোতাবেক (287, 1325, 500, 1335)
story-divider (838, 260, 1264, 261)
plaintiff-label: ..................Plaintiff (1195, 1737, 1258, 1747)
news-column-1 (18, 58, 306, 993)
notice-signature: আদালতের আদেশক্রমে- সেরেস্তাদার, অর্থঋণ আদালত নং-১, ঢাকা। (288, 1301, 499, 1311)
plaintiff-name: Lanka Bangla Finance PLC, Head Office at Safura Tower, (Level-11), 20 Kamal Ataturk Avenue, Banani, Dhaka-1213, Bangladesh. Represented by Name: Mr. Md Kamruzzaman Emon Son of Md Abul Kalam, Age:29, Assistant Officer-Legal Division, Lanka Bangla Finance PLC. Contact No. 0132972028. (277, 1052, 506, 1138)
plaintiff-label: ..................Plaintiff (447, 1444, 510, 1454)
case-line (778, 1666, 1258, 1678)
notice-title: বিবাদীর প্রতি পত্রিকার মাধ্যমে সমন/নোটিশ (522, 916, 766, 931)
versus-label: -Versus- (626, 1448, 662, 1460)
news-story (838, 379, 1264, 470)
defendant-label: ..................Defendants (437, 1531, 510, 1541)
versus-label: -Versus- (626, 1728, 662, 1740)
plaintiff-label: ..................Plaintiff (1195, 1214, 1258, 1224)
story-body: পরবর্তী ২৪ ঘণ্টায় বরিশাল, চট্টগ্রাম ও সিলেট বিভাগের কিছু কিছু জায়গায় এবং রংপুর, রাজশাহী, ময়মনসিংহ, ঢাকা ও খুলনা বিভাগের দুয়েক জায়গায় অস্থায়ীভাবে দমকা হাওয়াসহ হালকা থেকে মাঝারি ধরনের বৃষ্টি বা বজ্রসহ বৃষ্টি হতে পারে। সেই সঙ্গে কোথাও কোথাও বিক্ষিপ্তভাবে ভারী বর্ষণ হতে পারে। সারাদেশে দিনের তাপমাত্রা সামান্য হ্রাস পেতে পারে এবং রাতের তাপমাত্রা প্রায় অপরিবর্তিত থাকতে পারে। গতকাল দেশের সর্বোচ্চ তাপমাত্রা রেকর্ড করা হয়েছে রাজশাহীতে। ঢাকায় সকাল থেকে আকাশ আংশিক মেঘলা ছিল এবং বাতাসে আর্দ্রতার পরিমাণ বেশি থাকায় ভ্যাপসা গরম অনুভূত হয়েছে। আবহাওয়াবিদরা বলছেন, মৌসুমি বায়ুর প্রভাব বাড়লে আগামী সপ্তাহে বৃষ্টির পরিমাণ আরও বাড়তে পারে। (318, 58, 566, 204)
story-headline: লালমনিরহাটে ৭ জনকে পুশ-ইন (318, 408, 546, 430)
story-body: হয়েছে তার কেনাকাটা সম্পর্কে অভিযোগ তোলা যাবে না। নিন্দা: কারও বিরুদ্ধে নিন্দা করার আগে নিজের দিকে একবার তাকানো উচিত। আমরা অনেক সময় না জেনে, না বুঝে অন্যের সমালোচনা করি। এতে সম্পর্ক নষ্ট হয় এবং সমাজে অবিশ্বাস তৈরি হয়। ধর্মীয় ও নৈতিক শিক্ষা আমাদের শেখায় অন্যের দোষ খোঁজার আগে নিজের ভুল শোধরাতে। বিশেষজ্ঞরা বলছেন, গঠনমূলক সমালোচনা সমাজের জন্য উপকারী, কিন্তু অযৌক্তিক নিন্দা কেবল বিভেদ বাড়ায়। তাই কথা বলার আগে তথ্য যাচাই করা, অন্যের সম্মানের প্রতি যত্নশীল হওয়া এবং সংযত আচরণ করা জরুরি। পরিবার ও শিক্ষাপ্রতিষ্ঠানে এই মূল্যবোধ চর্চা করলে একটি সহনশীল সমাজ গড়ে তোলা সম্ভব। মানুষের প্রতি সহানুভূতি ও শ্রদ্ধা বজায় রাখাই প্রকৃত মানবিকতা। (318, 593, 566, 740)
story-divider (578, 540, 826, 541)
notice-signature: আদালতের আদেশক্রমে- সেরেস্তাদার, অর্থঋণ আদালত নং-১, ঢাকা। (538, 1929, 750, 1939)
story-headline: বিস্তার কমেছে দাবদাহের, বৃষ্টি (18, 613, 227, 635)
news-column-2 (318, 58, 566, 993)
notice-title: বিবাদীর প্রতি পত্রিকার মাধ্যমে সমন/নোটিশ (272, 1339, 515, 1354)
case-number: অর্থঋণ মোকদ্দমা নং- ৩০৯৫/২০২৪ (648, 932, 761, 942)
plaintiff-label: ..................Plaintiff (197, 1077, 260, 1087)
story-divider (18, 607, 306, 608)
notice-title: বিবাদীর প্রতি পত্রিকার মাধ্যমে সমন/নোটিশ (19, 1339, 265, 1354)
story-divider (18, 347, 306, 348)
story-divider (578, 368, 826, 369)
story-body: ডিসেম্বরে নির্বাচন করে সংস্কার ও বিচার দুটোই সম্ভব বলে মন্তব্য করেছেন বক্তারা। তারা বলেন, নির্বাচিত সরকার ছাড়া দীর্ঘমেয়াদি সংস্কার টেকসই হয় না। গণতান্ত্রিক প্রক্রিয়া এগিয়ে নিতে দ্রুত নির্বাচনী রোডম্যাপ ঘোষণা করা জরুরি। আলোচনা সভায় রাজনৈতিক দলের নেতারা বলেন, জনগণ ভোটের অধিকার ফিরে পেতে চায়। সংস্কার কমিশনের সুপারিশ বাস্তবায়নে সব দলের ঐকমত্য প্রয়োজন। বক্তারা আরও বলেন, নির্বাচন কমিশনকে শক্তিশালী ও স্বাধীন করতে হবে, যাতে একটি অবাধ ও নিরপেক্ষ নির্বাচন অনুষ্ঠিত হয়। পাশাপাশি বিগত সময়ের অনিয়ম ও দুর্নীতির বিচার নিশ্চিত করার দাবিও জানানো হয়। সভায় বিভিন্ন পেশাজীবী সংগঠনের প্রতিনিধিরা উপস্থিত ছিলেন। তারা বলেন, দেশের স্থিতিশীলতা বজায় রাখতে রাজনৈতিক সংলাপ অব্যাহত রাখা প্রয়োজন। (578, 572, 826, 731)
news-story (18, 355, 306, 510)
notice-law: অর্থঋণ আদালত আইন, ২০০৩ এর ৭(১) ধারা মোতাবেক (287, 1007, 500, 1017)
notice-title: বিবাদীর প্রতি পত্রিকার মাধ্যমে সমন/নোটিশ (773, 1146, 1263, 1161)
column-divider (832, 58, 833, 993)
story-divider (838, 150, 1264, 151)
case-number: অর্থঋণ মোকদ্দমা নং- ৩১৮৬/২০২৪ (1145, 1665, 1258, 1675)
news-story (838, 268, 1264, 371)
versus-label: -Versus- (375, 1728, 412, 1740)
notice-signature: আদালতের আদেশক্রমে- সেরেস্তাদার, অর্থঋণ আদালত নং-১, ঢাকা। (288, 1929, 499, 1939)
case-line (24, 1356, 260, 1368)
story-body: কমেছে। ফলে খুলনা সুন্দরবনের মধু জিম্মাই নতুন চ্যালেঞ্জ। মৌয়ালরা জানান, জলদস্যু ও বনদস্যুদের উৎপাতে গভীর বনে যেতে সাহস পাচ্ছেন না। অনেকে মুক্তিপণ দিয়ে ফিরে এসেছেন। এ কারণে চলতি মৌসুমে মধু আহরণের পরিমাণ উল্লেখযোগ্যভাবে কমে গেছে। বন বিভাগ জানায়, এ বছর নির্ধারিত লক্ষ্যমাত্রার তুলনায় কম মধু সংগ্রহ হয়েছে। কোস্টগার্ড ও র‍্যাব জানিয়েছে, দস্যু দমনে বনে নিয়মিত অভিযান চালানো হচ্ছে। মৌয়ালরা নিরাপত্তা নিশ্চিত করার পাশাপাশি সরকারি সহায়তার দাবি জানিয়েছেন। বিশেষজ্ঞরা বলছেন, সুন্দরবনের মধু দেশের অর্থনীতিতে গুরুত্বপূর্ণ ভূমিকা রাখে, তাই এ খাত রক্ষায় কার্যকর পদক্ষেপ দরকার। (838, 292, 1264, 366)
story-headline: টোল নিয়ে বাকবিতণ্ডায় সেনা (838, 475, 1050, 497)
defendant-label: ..................Defendants (437, 1226, 510, 1236)
plaintiff-name: LANKA BANGLA FINANCE PLC. Safura Tower (Level-11), 20 Kemal Ataturk Avenue, Banani, Dhaka-1213, Bangladesh. Represented by Name: Muhammad Ali Reyes, Son of Late Abdul Halt, Age 33, Senior Officer-Litigation Management LANKA BANGLA FINANCE PLC. 01313799589. (778, 1177, 1248, 1214)
notice-body: এই মর্মে আপনাদের জ্ঞাতার্থে জানানো যাইতেছে যে, বাদী পক্ষ আপনাদের বিরুদ্ধে উল্লেখিত টাকা আদায়ের জন্য অত্র আদালতে মোকদ্দমা দায়ের করিয়াছেন। আপনারা পরবর্তী ধার্য তারিখে স্বয়ং অথবা আইনজীবীর মাধ্যমে অত্র আদালতে হাজির হইয়া লিখিত জবাব দাখিল করিবেন। অন্যথায় আইন মোতাবেক মোকদ্দমাটি একতরফা সূত্রে নিষ্পত্তি করা হইবে। (277, 1818, 510, 1880)
news-story (18, 517, 306, 608)
legal-notice-ad (521, 898, 767, 1315)
notice-signature: আদালতের আদেশক্রমে- সেরেস্তাদার, অর্থঋণ আদালত নং-১, ঢাকা। (538, 1611, 750, 1621)
legal-notice-ad (271, 1321, 516, 1625)
court-name: জজ অর্থঋণ আদালত নং-১, ঢাকা। (24, 1037, 134, 1047)
logo-tagline: সত্য প্রকাশে আপোষহীন (951, 11, 1027, 20)
notice-signature: আদালতের আদেশক্রমে- সেরেস্তাদার, অর্থঋণ আদালত নং-১, ঢাকা। (36, 1301, 248, 1311)
legal-notice-ad (521, 1631, 767, 1943)
page-number: ৭ (1242, 8, 1262, 41)
notice-signature: আদালতের আদেশক্রমে- সেরেস্তাদার, অর্থঋণ আদালত নং-১, ঢাকা। (912, 1611, 1124, 1621)
legal-notice-ad (18, 1003, 266, 1315)
case-line (277, 1356, 510, 1368)
versus-label: -Versus- (124, 1728, 160, 1740)
story-body: মন্ত্রণালয়ের কার্যপরিধিভুক্ত বিষয়ে আইন প্রণয়নের কোনো ক্ষমতা আইন মন্ত্রণালয়ের নেই। আমরা শুধু ভেটিং করার দায়িত্ব পালন করি। তিনি আরও বলেন, আইনের খসড়া যাচাই-বাছাই করে মতামত দেওয়াই আমাদের কাজ। সংশ্লিষ্ট মন্ত্রণালয় প্রস্তাব পাঠালে আমরা তা পরীক্ষা করে দেখি। আইন উপদেষ্টা জানান, অংশীজনদের মতামত নিয়ে যেকোনো আইন চূড়ান্ত করা হবে এবং তড়িঘড়ি করে কোনো সিদ্ধান্ত নেওয়া হবে না। সাংবাদিকদের প্রশ্নের জবাবে তিনি বলেন, সরকারের লক্ষ্য স্বচ্ছতা ও জবাবদিহি নিশ্চিত করা। বিচার বিভাগের স্বাধীনতা রক্ষায় প্রয়োজনীয় সংস্কার নিয়ে কাজ চলছে এবং শিগগিরই কিছু প্রস্তাব উপস্থাপন করা হবে। (578, 58, 826, 180)
story-headline: অপরিকল্পিত নগরায়নে ধুঁকছে (838, 59, 1045, 80)
story-headline: যমুনা নদীর তীরে মিলল ১১ মর্টার (578, 191, 817, 213)
story-headline: সিলেটে বিএনপি ও যুবদলের দুই (838, 377, 1068, 399)
notice-title: বিবাদীর প্রতি পত্রিকার মাধ্যমে সমন/নোটিশ (522, 1339, 766, 1354)
section-banner: খবরের বাকি অংশ (474, 8, 724, 42)
court-name: জজ অর্থঋণ আদালত নং-১, ঢাকা। (778, 1665, 888, 1675)
